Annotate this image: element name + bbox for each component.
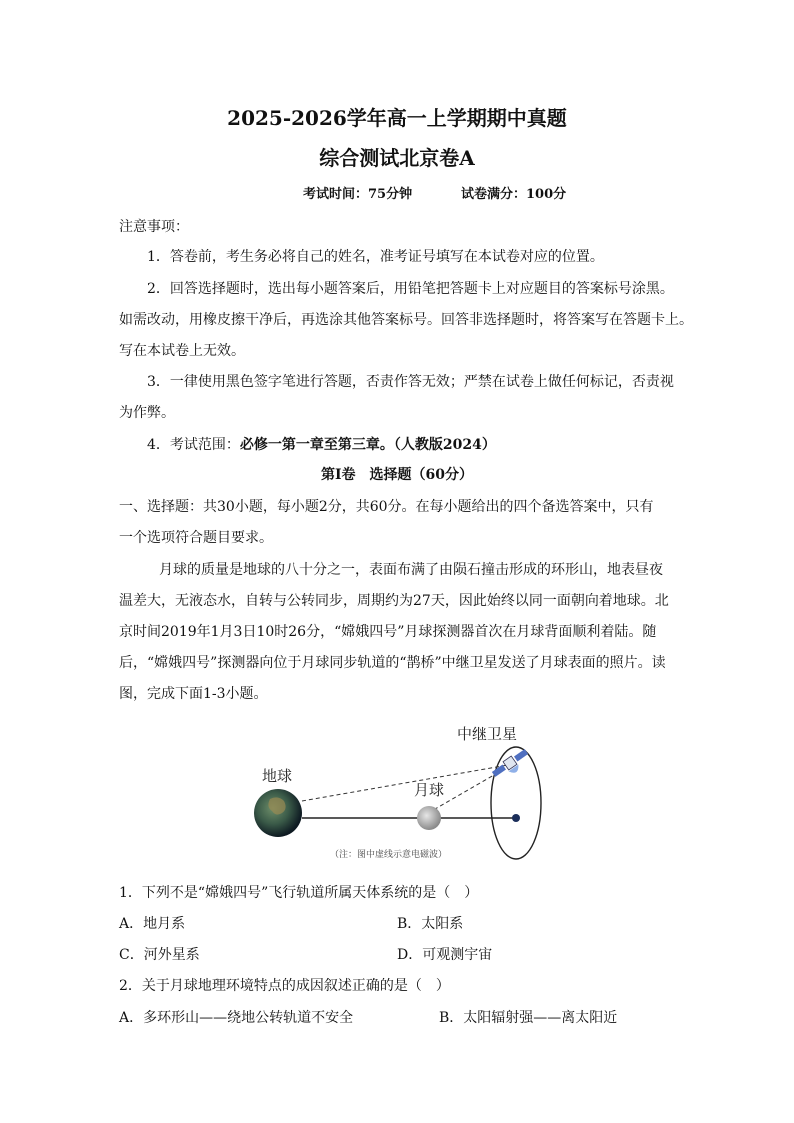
- notes-heading: 注意事项：: [119, 219, 189, 235]
- note-2-line-2: 如需改动，用橡皮擦干净后，再选涂其他答案标号。回答非选择题时，将答案写在答题卡上。: [119, 312, 693, 328]
- passage-line-2: 温差大，无液态水，自转与公转同步，周期约为27天，因此始终以同一面朝向着地球。北: [119, 593, 669, 609]
- passage-line-3: 京时间2019年1月3日10时26分，“嫦娥四号”月球探测器首次在月球背面顺利着陆。随: [119, 624, 657, 640]
- question-2: 2．关于月球地理环境特点的成因叙述正确的是（ ）: [119, 978, 450, 994]
- section-intro-line-1: 一、选择题：共30小题，每小题2分，共60分。在每小题给出的四个备选答案中，只有: [119, 499, 654, 515]
- question-1: 1．下列不是“嫦娥四号”飞行轨道所属天体系统的是（ ）: [119, 885, 479, 901]
- note-4-prefix: 4．考试范围：: [147, 437, 240, 453]
- passage-line-1: 月球的质量是地球的八十分之一，表面布满了由陨石撞击形成的环形山，地表昼夜: [159, 562, 663, 578]
- earth-moon-satellite-figure: [240, 715, 560, 865]
- section-intro-line-2: 一个选项符合题目要求。: [119, 530, 273, 546]
- q1-option-c: C．河外星系: [119, 947, 200, 963]
- q1-option-a: A．地月系: [119, 916, 186, 932]
- q2-option-a: A．多环形山——绕地公转轨道不安全: [119, 1010, 354, 1026]
- note-2-line-3: 写在本试卷上无效。: [119, 343, 245, 359]
- exam-title: 2025-2026学年高一上学期期中真题: [227, 106, 567, 130]
- satellite-label: 中继卫星: [457, 725, 518, 743]
- moon-icon: [417, 806, 441, 830]
- signal-earth-satellite: [302, 765, 508, 801]
- lagrange-point: [512, 814, 520, 822]
- earth-label: 地球: [262, 767, 293, 785]
- note-3-line-2: 为作弊。: [119, 405, 175, 421]
- passage-line-5: 图，完成下面1-3小题。: [119, 686, 268, 702]
- note-4: [147, 438, 496, 452]
- exam-subtitle: 综合测试北京卷A: [319, 146, 475, 170]
- q1-option-b: B．太阳系: [397, 916, 464, 932]
- note-3-line-1: 3．一律使用黑色签字笔进行答题，否责作答无效；严禁在试卷上做任何标记，否责视: [147, 374, 674, 390]
- exam-score: 试卷满分：100分: [461, 187, 567, 202]
- exam-time: 考试时间：75分钟: [303, 187, 413, 202]
- passage-line-4: 后，“嫦娥四号”探测器向位于月球同步轨道的“鹊桥”中继卫星发送了月球表面的照片。读: [119, 655, 666, 671]
- moon-label: 月球: [414, 781, 445, 799]
- note-2-line-1: 2．回答选择题时，选出每小题答案后，用铅笔把答题卡上对应题目的答案标号涂黑。: [147, 281, 674, 297]
- note-1: 1．答卷前，考生务必将自己的姓名，准考证号填写在本试卷对应的位置。: [147, 249, 604, 265]
- q1-option-d: D．可观测宇宙: [397, 947, 493, 963]
- q2-option-b: B．太阳辐射强——离太阳近: [439, 1010, 618, 1026]
- note-4-scope: 必修一第一章至第三章。（人教版2024）: [239, 437, 496, 453]
- section-heading: 第Ⅰ卷 选择题（60分）: [320, 467, 474, 483]
- figure-caption: （注：图中虚线示意电磁波）: [330, 850, 448, 860]
